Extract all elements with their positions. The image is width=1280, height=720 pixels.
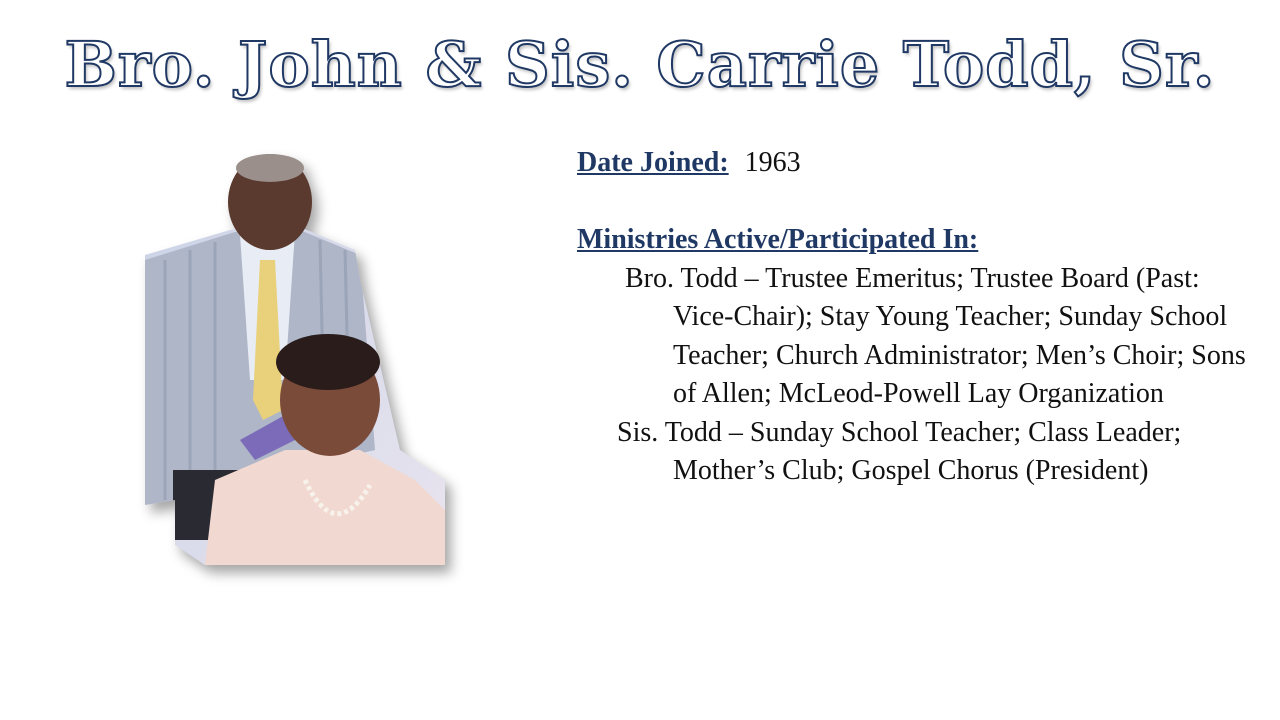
couple-photo	[145, 150, 450, 570]
slide-title: Bro. John & Sis. Carrie Todd, Sr.	[64, 28, 1216, 101]
spacer	[577, 183, 1257, 222]
date-joined-value: 1963	[744, 147, 801, 178]
ministry-entry-sis-todd: Sis. Todd – Sunday School Teacher; Class Leader; Mother’s Club; Gospel Chorus (President)	[617, 416, 1182, 486]
date-joined-label: Date Joined:	[577, 147, 729, 178]
ministries-label: Ministries Active/Participated In:	[577, 224, 979, 255]
member-details	[577, 144, 1257, 491]
date-joined-row	[577, 144, 1257, 183]
ministry-entry-bro-todd: Bro. Todd – Trustee Emeritus; Trustee Board (Past: Vice-Chair); Stay Young Teacher; Sunday School Teacher; Church Administrator; Men’s Choir; Sons of Allen; McLeod-Powell Lay Organization	[625, 262, 1246, 409]
